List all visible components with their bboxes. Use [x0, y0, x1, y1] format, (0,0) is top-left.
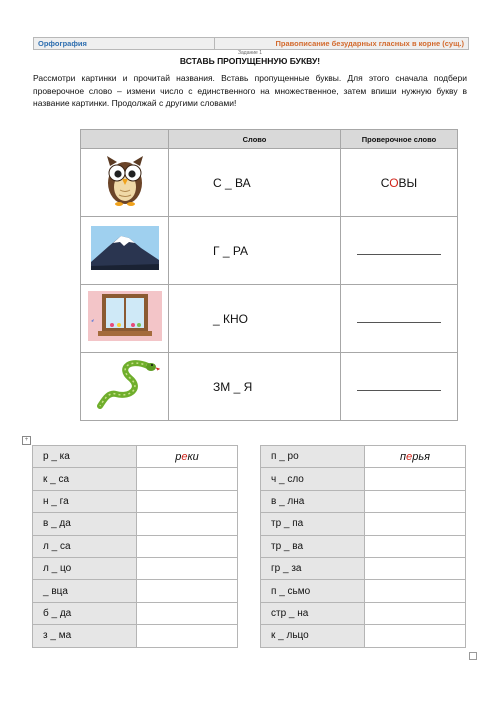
- check-word-prefix: С: [380, 175, 390, 190]
- check-word-vowel: О: [389, 175, 399, 190]
- word-cell: в _ лна: [261, 490, 365, 512]
- check-word-blank[interactable]: [341, 353, 458, 421]
- word-cell: л _ са: [33, 535, 137, 557]
- answer-cell[interactable]: [365, 490, 466, 512]
- answer-cell[interactable]: [365, 535, 466, 557]
- table-header-row: [81, 130, 458, 149]
- page-title: ВСТАВЬ ПРОПУЩЕННУЮ БУКВУ!: [179, 56, 321, 66]
- answer-suffix: ки: [187, 450, 199, 463]
- table-row: [81, 217, 458, 285]
- word-cell: б _ да: [33, 602, 137, 624]
- answer-cell[interactable]: [137, 557, 238, 579]
- word-cell: п _ сьмо: [261, 580, 365, 602]
- answer-vowel: е: [181, 450, 188, 463]
- answer-cell[interactable]: [365, 557, 466, 579]
- table-row: [33, 513, 466, 535]
- mountain-icon: [91, 226, 159, 270]
- word-mountain: Г _ РА: [169, 217, 341, 285]
- task-number: Задание 1: [237, 50, 262, 56]
- column-gap: [238, 625, 261, 647]
- word-cell: к _ льцо: [261, 625, 365, 647]
- table-row: [33, 625, 466, 647]
- word-cell: л _ цо: [33, 557, 137, 579]
- answer-cell[interactable]: [365, 513, 466, 535]
- owl-picture: [81, 149, 169, 217]
- column-gap: [238, 557, 261, 579]
- table-row: [81, 149, 458, 217]
- answer-cell[interactable]: [365, 580, 466, 602]
- table-row: [81, 285, 458, 353]
- word-cell: гр _ за: [261, 557, 365, 579]
- answer-cell[interactable]: [365, 446, 466, 468]
- answer-prefix: п: [400, 450, 407, 463]
- table-row: [81, 353, 458, 421]
- word-cell: н _ га: [33, 490, 137, 512]
- table-row: [33, 602, 466, 624]
- header-word: Слово: [169, 130, 341, 149]
- instruction-text: Рассмотри картинки и прочитай названия. Вставь пропущенные буквы. Для этого сначала подбери проверочное слово – измени число с единственного на множественное, затем впиши нужную букву в название картинки. Продолжай с другими словами!: [33, 73, 467, 108]
- word-cell: стр _ на: [261, 602, 365, 624]
- header-picture: [81, 130, 169, 149]
- answer-vowel: е: [406, 450, 413, 463]
- answer-cell[interactable]: [137, 625, 238, 647]
- window-picture: [81, 285, 169, 353]
- word-cell: п _ ро: [261, 446, 365, 468]
- column-gap: [238, 535, 261, 557]
- answer-cell[interactable]: [137, 602, 238, 624]
- check-word-blank[interactable]: [341, 285, 458, 353]
- word-list-table: [32, 445, 466, 648]
- answer-prefix: р: [175, 450, 182, 463]
- word-cell: р _ ка: [33, 446, 137, 468]
- worksheet-header: [33, 37, 469, 50]
- answer-cell[interactable]: [137, 490, 238, 512]
- check-word-owl: [341, 149, 458, 217]
- answer-cell[interactable]: [137, 580, 238, 602]
- word-snake: ЗМ _ Я: [169, 353, 341, 421]
- table-row: [33, 580, 466, 602]
- column-gap: [238, 580, 261, 602]
- column-gap: [238, 490, 261, 512]
- mountain-picture: [81, 217, 169, 285]
- owl-icon: [102, 154, 148, 206]
- answer-cell[interactable]: [365, 602, 466, 624]
- word-cell: _ вца: [33, 580, 137, 602]
- header-topic: Правописание безударных гласных в корне (сущ.): [275, 39, 464, 48]
- table-row: [33, 468, 466, 490]
- word-window: _ КНО: [169, 285, 341, 353]
- column-gap: [238, 513, 261, 535]
- table-row: [33, 490, 466, 512]
- table-row: [33, 446, 466, 468]
- answer-cell[interactable]: [365, 625, 466, 647]
- window-icon: [88, 291, 162, 341]
- answer-line: [357, 253, 441, 255]
- picture-words-table: [80, 129, 458, 421]
- answer-cell[interactable]: [137, 446, 238, 468]
- word-cell: тр _ па: [261, 513, 365, 535]
- header-check-word: Проверочное слово: [341, 130, 458, 149]
- word-cell: тр _ ва: [261, 535, 365, 557]
- word-cell: з _ ма: [33, 625, 137, 647]
- column-gap: [238, 446, 261, 468]
- word-cell: к _ са: [33, 468, 137, 490]
- answer-suffix: рья: [412, 450, 430, 463]
- check-word-blank[interactable]: [341, 217, 458, 285]
- table-move-handle-icon[interactable]: +: [22, 436, 31, 445]
- table-row: [33, 557, 466, 579]
- answer-cell[interactable]: [137, 468, 238, 490]
- word-cell: в _ да: [33, 513, 137, 535]
- word-cell: ч _ сло: [261, 468, 365, 490]
- answer-line: [357, 321, 441, 323]
- table-resize-handle-icon[interactable]: [469, 652, 477, 660]
- word-owl: С _ ВА: [169, 149, 341, 217]
- answer-line: [357, 389, 441, 391]
- answer-cell[interactable]: [365, 468, 466, 490]
- table-row: [33, 535, 466, 557]
- check-word-suffix: ВЫ: [398, 175, 418, 190]
- header-subject: Орфография: [34, 38, 215, 49]
- snake-icon: [90, 356, 160, 412]
- snake-picture: [81, 353, 169, 421]
- column-gap: [238, 602, 261, 624]
- column-gap: [238, 468, 261, 490]
- answer-cell[interactable]: [137, 513, 238, 535]
- answer-cell[interactable]: [137, 535, 238, 557]
